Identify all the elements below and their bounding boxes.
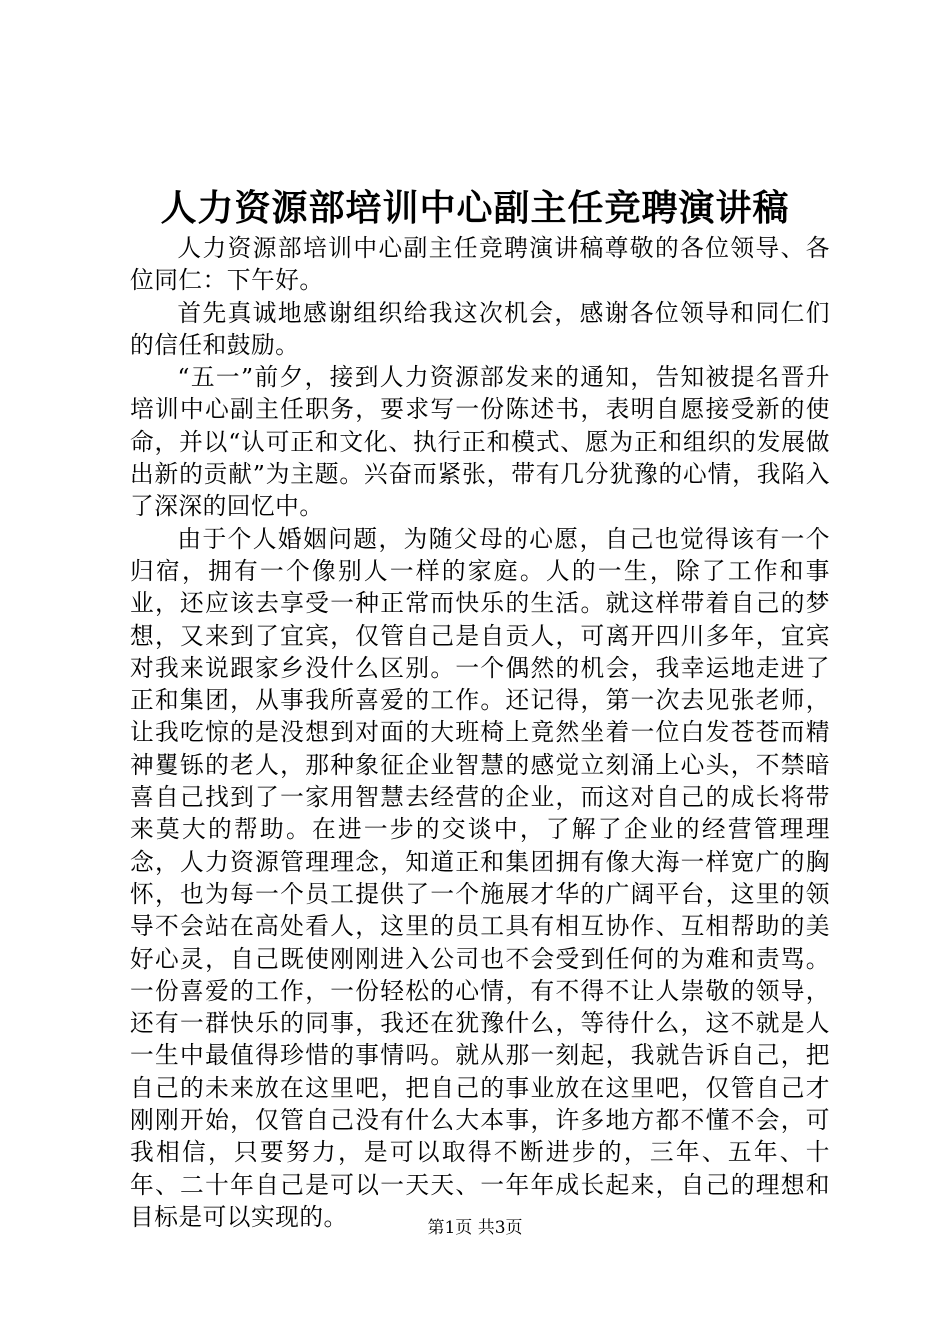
paragraph-greeting: 人力资源部培训中心副主任竞聘演讲稿尊敬的各位领导、各位同仁：下午好。: [130, 234, 830, 295]
page-footer: 第1页 共3页: [427, 1218, 523, 1238]
document-title: 人力资源部培训中心副主任竞聘演讲稿: [160, 187, 790, 229]
document-body: [130, 232, 830, 1233]
paragraph-thanks: 首先真诚地感谢组织给我这次机会，感谢各位领导和同仁们的信任和鼓励。: [130, 298, 830, 359]
paragraph-memory: 由于个人婚姻问题，为随父母的心愿，自己也觉得该有一个归宿，拥有一个像别人一样的家庭。人的一生，除了工作和事业，还应该去享受一种正常而快乐的生活。就这样带着自己的梦想，又来到了宜宾，仅管自己是自贡人，可离开四川多年，宜宾对我来说跟家乡没什么区别。一个偶然的机会，我幸运地走进了正和集团，从事我所喜爱的工作。还记得，第一次去见张老师，让我吃惊的是没想到对面的大班椅上竟然坐着一位白发苍苍而精神矍铄的老人，那种象征企业智慧的感觉立刻涌上心头，不禁暗喜自己找到了一家用智慧去经营的企业，而这对自己的成长将带来莫大的帮助。在进一步的交谈中，了解了企业的经营管理理念，人力资源管理理念，知道正和集团拥有像大海一样宽广的胸怀，也为每一个员工提供了一个施展才华的广阔平台，这里的领导不会站在高处看人，这里的员工具有相互协作、互相帮助的美好心灵，自己既使刚刚进入公司也不会受到任何的为难和责骂。一份喜爱的工作，一份轻松的心情，有不得不让人崇敬的领导，还有一群快乐的同事，我还在犹豫什么，等待什么，这不就是人一生中最值得珍惜的事情吗。就从那一刻起，我就告诉自己，把自己的未来放在这里吧，把自己的事业放在这里吧，仅管自己才刚刚开始，仅管自己没有什么大本事，许多地方都不懂不会，可我相信，只要努力，是可以取得不断进步的，三年、五年、十年、二十年自己是可以一天天、一年年成长起来，自己的理想和目标是可以实现的。: [130, 524, 830, 1231]
paragraph-notice: “五一”前夕，接到人力资源部发来的通知，告知被提名晋升培训中心副主任职务，要求写一份陈述书，表明自愿接受新的使命，并以“认可正和文化、执行正和模式、愿为正和组织的发展做出新的贡献”为主题。兴奋而紧张，带有几分犹豫的心情，我陷入了深深的回忆中。: [130, 363, 830, 521]
